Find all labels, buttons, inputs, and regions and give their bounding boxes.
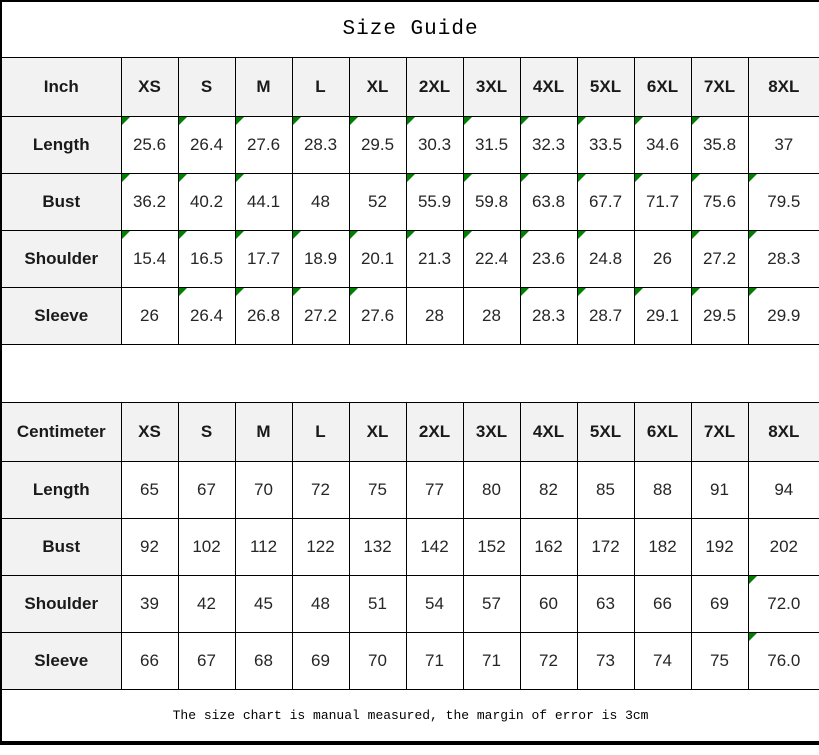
centimeter-size-header-8xl: 8XL	[748, 403, 819, 462]
inch-sleeve-5xl: 28.7	[577, 288, 634, 345]
inch-length-7xl: 35.8	[691, 117, 748, 174]
inch-shoulder-8xl: 28.3	[748, 231, 819, 288]
centimeter-bust-5xl: 172	[577, 519, 634, 576]
centimeter-bust-7xl: 192	[691, 519, 748, 576]
centimeter-size-header-m: M	[235, 403, 292, 462]
inch-bust-4xl: 63.8	[520, 174, 577, 231]
centimeter-sleeve-xl: 70	[349, 633, 406, 690]
centimeter-sleeve-7xl: 75	[691, 633, 748, 690]
centimeter-sleeve-m: 68	[235, 633, 292, 690]
centimeter-shoulder-6xl: 66	[634, 576, 691, 633]
inch-length-s: 26.4	[178, 117, 235, 174]
inch-bust-xs: 36.2	[121, 174, 178, 231]
centimeter-shoulder-l: 48	[292, 576, 349, 633]
footer-row	[1, 690, 819, 744]
inch-shoulder-xs: 15.4	[121, 231, 178, 288]
inch-bust-m: 44.1	[235, 174, 292, 231]
centimeter-sleeve-xs: 66	[121, 633, 178, 690]
centimeter-row-bust	[1, 519, 819, 576]
centimeter-shoulder-8xl: 72.0	[748, 576, 819, 633]
inch-table-section	[1, 58, 819, 345]
inch-bust-5xl: 67.7	[577, 174, 634, 231]
inch-sleeve-8xl: 29.9	[748, 288, 819, 345]
centimeter-bust-xl: 132	[349, 519, 406, 576]
inch-size-header-3xl: 3XL	[463, 58, 520, 117]
inch-shoulder-4xl: 23.6	[520, 231, 577, 288]
inch-bust-l: 48	[292, 174, 349, 231]
centimeter-table-section	[1, 403, 819, 690]
inch-bust-s: 40.2	[178, 174, 235, 231]
centimeter-size-header-xl: XL	[349, 403, 406, 462]
centimeter-shoulder-xs: 39	[121, 576, 178, 633]
centimeter-sleeve-6xl: 74	[634, 633, 691, 690]
inch-shoulder-2xl: 21.3	[406, 231, 463, 288]
centimeter-size-header-6xl: 6XL	[634, 403, 691, 462]
inch-length-4xl: 32.3	[520, 117, 577, 174]
inch-shoulder-m: 17.7	[235, 231, 292, 288]
inch-size-header-6xl: 6XL	[634, 58, 691, 117]
inch-size-header-8xl: 8XL	[748, 58, 819, 117]
centimeter-length-xl: 75	[349, 462, 406, 519]
inch-sleeve-3xl: 28	[463, 288, 520, 345]
inch-length-5xl: 33.5	[577, 117, 634, 174]
inch-shoulder-l: 18.9	[292, 231, 349, 288]
centimeter-row-sleeve	[1, 633, 819, 690]
inch-length-2xl: 30.3	[406, 117, 463, 174]
inch-size-header-4xl: 4XL	[520, 58, 577, 117]
centimeter-size-header-7xl: 7XL	[691, 403, 748, 462]
inch-size-header-7xl: 7XL	[691, 58, 748, 117]
centimeter-length-2xl: 77	[406, 462, 463, 519]
centimeter-length-3xl: 80	[463, 462, 520, 519]
centimeter-sleeve-2xl: 71	[406, 633, 463, 690]
inch-bust-3xl: 59.8	[463, 174, 520, 231]
inch-bust-6xl: 71.7	[634, 174, 691, 231]
inch-size-header-2xl: 2XL	[406, 58, 463, 117]
inch-shoulder-3xl: 22.4	[463, 231, 520, 288]
inch-size-header-s: S	[178, 58, 235, 117]
centimeter-bust-4xl: 162	[520, 519, 577, 576]
centimeter-shoulder-xl: 51	[349, 576, 406, 633]
inch-sleeve-6xl: 29.1	[634, 288, 691, 345]
inch-length-m: 27.6	[235, 117, 292, 174]
centimeter-length-6xl: 88	[634, 462, 691, 519]
spacer-row	[1, 345, 819, 403]
centimeter-row-shoulder	[1, 576, 819, 633]
inch-row-bust	[1, 174, 819, 231]
inch-sleeve-s: 26.4	[178, 288, 235, 345]
centimeter-shoulder-5xl: 63	[577, 576, 634, 633]
inch-length-xl: 29.5	[349, 117, 406, 174]
centimeter-sleeve-3xl: 71	[463, 633, 520, 690]
page-title: Size Guide	[1, 1, 819, 58]
inch-sleeve-2xl: 28	[406, 288, 463, 345]
inch-shoulder-s: 16.5	[178, 231, 235, 288]
centimeter-row-label-bust: Bust	[1, 519, 121, 576]
centimeter-size-header-xs: XS	[121, 403, 178, 462]
inch-row-label-length: Length	[1, 117, 121, 174]
inch-row-label-shoulder: Shoulder	[1, 231, 121, 288]
inch-row-sleeve	[1, 288, 819, 345]
centimeter-bust-6xl: 182	[634, 519, 691, 576]
inch-shoulder-6xl: 26	[634, 231, 691, 288]
centimeter-shoulder-7xl: 69	[691, 576, 748, 633]
centimeter-bust-3xl: 152	[463, 519, 520, 576]
inch-row-length	[1, 117, 819, 174]
inch-sleeve-l: 27.2	[292, 288, 349, 345]
measurement-disclaimer: The size chart is manual measured, the margin of error is 3cm	[1, 690, 819, 744]
centimeter-length-5xl: 85	[577, 462, 634, 519]
centimeter-length-xs: 65	[121, 462, 178, 519]
centimeter-shoulder-3xl: 57	[463, 576, 520, 633]
centimeter-bust-8xl: 202	[748, 519, 819, 576]
inch-length-l: 28.3	[292, 117, 349, 174]
centimeter-shoulder-s: 42	[178, 576, 235, 633]
inch-size-header-m: M	[235, 58, 292, 117]
centimeter-size-header-3xl: 3XL	[463, 403, 520, 462]
title-section	[1, 1, 819, 58]
inch-bust-7xl: 75.6	[691, 174, 748, 231]
inch-shoulder-xl: 20.1	[349, 231, 406, 288]
centimeter-row-label-length: Length	[1, 462, 121, 519]
centimeter-row-length	[1, 462, 819, 519]
centimeter-sleeve-l: 69	[292, 633, 349, 690]
inch-length-6xl: 34.6	[634, 117, 691, 174]
centimeter-shoulder-4xl: 60	[520, 576, 577, 633]
inch-row-shoulder	[1, 231, 819, 288]
centimeter-length-8xl: 94	[748, 462, 819, 519]
inch-sleeve-xl: 27.6	[349, 288, 406, 345]
inch-row-label-sleeve: Sleeve	[1, 288, 121, 345]
centimeter-size-header-5xl: 5XL	[577, 403, 634, 462]
inch-sleeve-xs: 26	[121, 288, 178, 345]
inch-size-header-xl: XL	[349, 58, 406, 117]
centimeter-shoulder-2xl: 54	[406, 576, 463, 633]
centimeter-shoulder-m: 45	[235, 576, 292, 633]
inch-length-3xl: 31.5	[463, 117, 520, 174]
inch-header-row	[1, 58, 819, 117]
centimeter-bust-m: 112	[235, 519, 292, 576]
inch-size-header-xs: XS	[121, 58, 178, 117]
inch-bust-8xl: 79.5	[748, 174, 819, 231]
inch-length-8xl: 37	[748, 117, 819, 174]
centimeter-bust-xs: 92	[121, 519, 178, 576]
centimeter-row-label-shoulder: Shoulder	[1, 576, 121, 633]
centimeter-length-l: 72	[292, 462, 349, 519]
centimeter-sleeve-8xl: 76.0	[748, 633, 819, 690]
centimeter-bust-s: 102	[178, 519, 235, 576]
centimeter-sleeve-4xl: 72	[520, 633, 577, 690]
centimeter-length-4xl: 82	[520, 462, 577, 519]
centimeter-sleeve-s: 67	[178, 633, 235, 690]
inch-sleeve-7xl: 29.5	[691, 288, 748, 345]
centimeter-size-header-l: L	[292, 403, 349, 462]
title-row	[1, 1, 819, 58]
centimeter-size-header-2xl: 2XL	[406, 403, 463, 462]
centimeter-size-header-4xl: 4XL	[520, 403, 577, 462]
centimeter-length-7xl: 91	[691, 462, 748, 519]
inch-bust-xl: 52	[349, 174, 406, 231]
inch-sleeve-4xl: 28.3	[520, 288, 577, 345]
inch-shoulder-7xl: 27.2	[691, 231, 748, 288]
footer-section	[1, 690, 819, 744]
centimeter-bust-2xl: 142	[406, 519, 463, 576]
inch-row-label-bust: Bust	[1, 174, 121, 231]
centimeter-row-label-sleeve: Sleeve	[1, 633, 121, 690]
inch-bust-2xl: 55.9	[406, 174, 463, 231]
inch-size-header-5xl: 5XL	[577, 58, 634, 117]
inch-length-xs: 25.6	[121, 117, 178, 174]
centimeter-length-s: 67	[178, 462, 235, 519]
inch-sleeve-m: 26.8	[235, 288, 292, 345]
centimeter-unit-header: Centimeter	[1, 403, 121, 462]
centimeter-header-row	[1, 403, 819, 462]
table-spacer	[1, 345, 819, 403]
centimeter-size-header-s: S	[178, 403, 235, 462]
spacer-section	[1, 345, 819, 403]
centimeter-bust-l: 122	[292, 519, 349, 576]
inch-unit-header: Inch	[1, 58, 121, 117]
centimeter-length-m: 70	[235, 462, 292, 519]
inch-size-header-l: L	[292, 58, 349, 117]
inch-shoulder-5xl: 24.8	[577, 231, 634, 288]
centimeter-sleeve-5xl: 73	[577, 633, 634, 690]
